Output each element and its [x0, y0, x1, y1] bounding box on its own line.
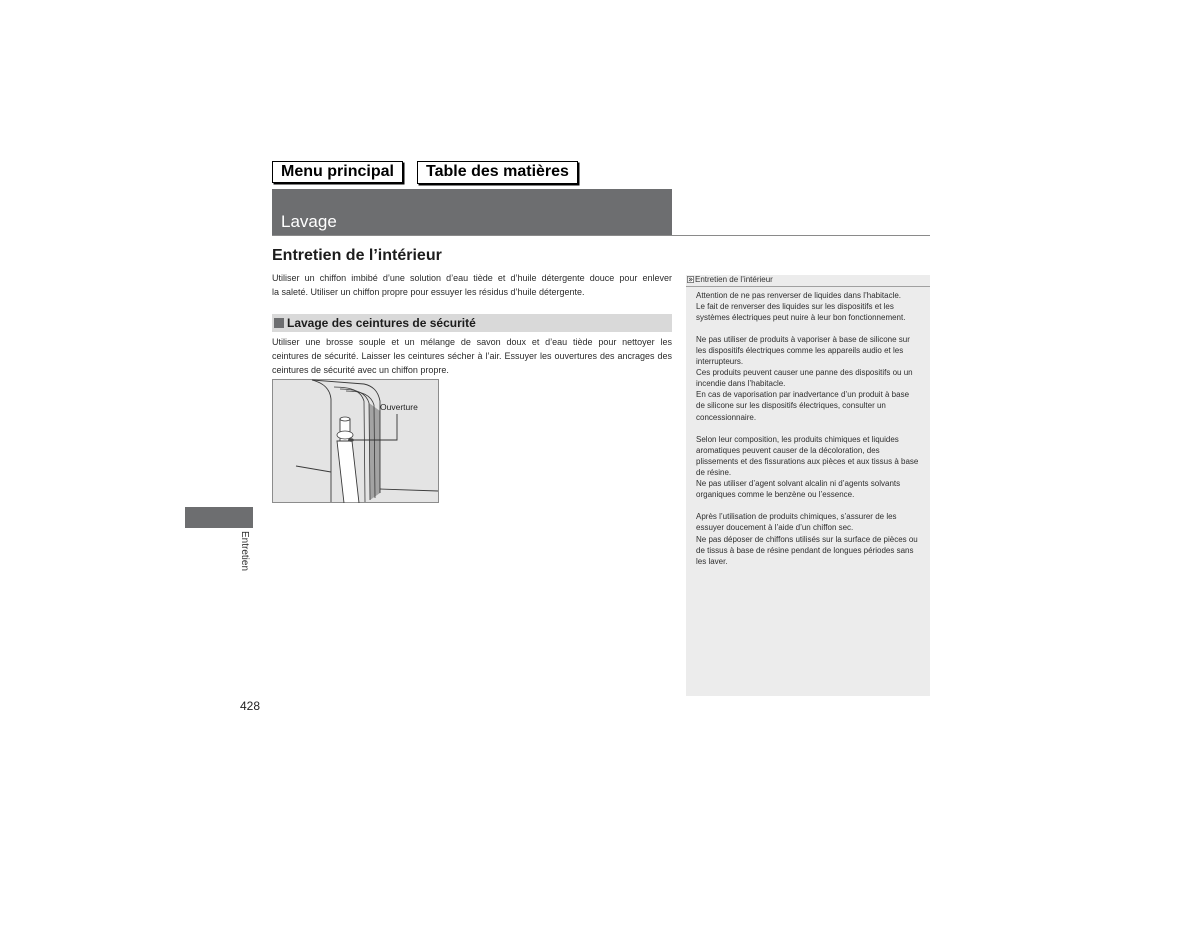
sidebar-text-line: En cas de vaporisation par inadvertance d’un produit à base: [696, 390, 910, 400]
body-text-line: ceintures de sécurité avec un chiffon propre.: [272, 365, 449, 375]
anchor-bolt-cap: [340, 417, 350, 421]
square-bullet-icon: [274, 318, 284, 328]
sidebar-text-line: concessionnaire.: [696, 412, 757, 422]
figure-label: Ouverture: [380, 402, 418, 412]
intro-paragraph: [272, 271, 672, 299]
sidebar-text-line: interrupteurs.: [696, 357, 744, 367]
body-text-line: Utiliser une brosse souple et un mélange de savon doux et d’eau tiède pour nettoyer les: [272, 337, 672, 347]
sidebar-text-line: incendie dans l’habitacle.: [696, 379, 786, 389]
sidebar-text-line: organiques comme le benzène ou l’essence.: [696, 490, 855, 500]
chapter-header-bar: [272, 189, 672, 235]
sidebar-text-line: les laver.: [696, 556, 728, 566]
main-menu-button[interactable]: Menu principal: [272, 161, 403, 183]
sidebar-header: [686, 275, 930, 287]
sidebar-text-line: Ne pas utiliser de produits à vaporiser à base de silicone sur: [696, 334, 910, 344]
sidebar-paragraph: [696, 334, 918, 423]
sidebar-text-line: Selon leur composition, les produits chimiques et liquides: [696, 434, 899, 444]
chapter-title: Lavage: [281, 212, 337, 231]
reference-arrow-icon: [687, 276, 694, 283]
subsection-header-bar: [272, 314, 672, 332]
body-text-line: la saleté. Utiliser un chiffon propre pour essuyer les résidus d’huile détergente.: [272, 287, 585, 297]
subsection-title: Lavage des ceintures de sécurité: [287, 316, 476, 330]
sidebar-text-line: de silicone sur les dispositifs électriques, consulter un: [696, 401, 886, 411]
page-number: 428: [240, 699, 261, 713]
seatbelt-anchor-figure: [272, 379, 439, 503]
sidebar-paragraph: [696, 290, 918, 323]
sidebar-text-line: Après l’utilisation de produits chimiques, s’assurer de les: [696, 512, 897, 522]
seatbelt-anchor-illustration: [272, 379, 439, 503]
anchor-opening: [348, 438, 354, 442]
chapter-side-label: Entretien: [239, 531, 250, 572]
sidebar-note: [686, 275, 930, 696]
sidebar-paragraph: [696, 434, 918, 501]
sidebar-body: [696, 290, 918, 578]
sidebar-text-line: les dispositifs électriques comme les appareils audio et les: [696, 345, 904, 355]
sidebar-text-line: Le fait de renverser des liquides sur les dispositifs et les: [696, 301, 894, 311]
sidebar-text-line: de résine.: [696, 468, 732, 477]
table-of-contents-button[interactable]: Table des matières: [417, 161, 578, 184]
sidebar-paragraph: [696, 511, 918, 566]
sidebar-text-line: Ne pas utiliser d’agent solvant alcalin ni d’agents solvants: [696, 479, 901, 489]
sidebar-text-line: Attention de ne pas renverser de liquides dans l’habitacle.: [696, 290, 902, 300]
sidebar-title: Entretien de l’intérieur: [695, 275, 773, 284]
sidebar-text-line: Ces produits peuvent causer une panne des dispositifs ou un: [696, 368, 913, 378]
header-rule: [272, 235, 930, 236]
chapter-side-tab: [185, 507, 253, 528]
anchor-collar: [337, 431, 353, 439]
sidebar-text-line: Ne pas déposer de chiffons utilisés sur la surface de pièces ou: [696, 534, 918, 544]
body-text-line: ceintures de sécurité. Laisser les ceintures sécher à l’air. Essuyer les ouvertures des ancrages des: [272, 351, 672, 361]
sidebar-text-line: de tissus à base de résine pendant de longues périodes sans: [696, 545, 914, 555]
sidebar-text-line: aromatiques peuvent causer de la décoloration, des: [696, 445, 880, 455]
sidebar-text-line: systèmes électriques peut nuire à leur bon fonctionnement.: [696, 312, 906, 322]
sidebar-text-line: essuyer doucement à l’aide d’un chiffon sec.: [696, 523, 854, 533]
section-title: Entretien de l’intérieur: [272, 247, 442, 264]
sidebar-text-line: plissements et des fissurations aux pièces et aux tissus à base: [696, 456, 919, 466]
seatbelt-paragraph: [272, 335, 672, 377]
body-text-line: Utiliser un chiffon imbibé d’une solution d’eau tiède et d’huile détergente douce pour enlever: [272, 273, 672, 283]
